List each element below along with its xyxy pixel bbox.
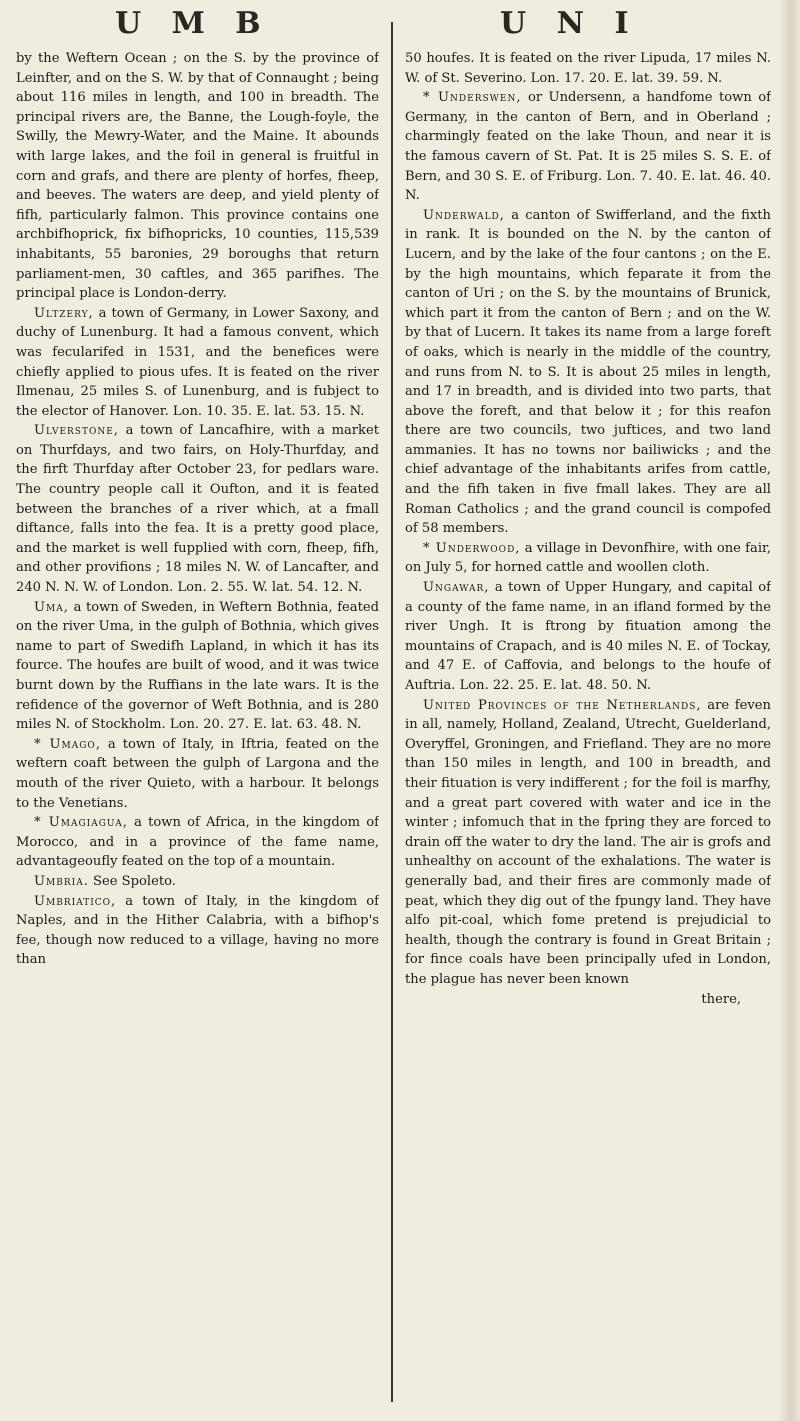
entry-underwood: [405, 539, 771, 578]
entry-text: a town of Germany, in Lower Saxony, and duchy of Lunenburg. It had a famous convent, which was fecularifed in 1531, and the benefices were chiefly applied to pious ufes. It is feated on the river Ilmenau, 25 miles S. of Lunenburg, and is fubject to the elector of Hanover. Lon. 10. 35. E. lat. 53. 15. N.: [16, 305, 379, 419]
column-divider: [391, 22, 393, 1402]
entry-headword: * Underswen,: [423, 90, 522, 106]
entry-umbria: [16, 872, 379, 892]
entry-umbriatico: [16, 892, 379, 970]
entry-text: a village in Devonfhire, with one fair, on July 5, for horned cattle and woollen cloth.: [405, 540, 771, 576]
entry-headword: Umbriatico,: [34, 893, 117, 909]
entry-headword: Underwald,: [423, 207, 505, 223]
entry-headword: * Underwood,: [423, 540, 521, 556]
entry-underswen: [405, 88, 771, 206]
entry-text: or Undersenn, a handfome town of Germany, in the canton of Bern, and in Oberland ; charmingly feated on the lake Thoun, and near it is the famous cavern of St. Pat. It is 25 miles S. S. E. of Bern, and 30 S. E. of Friburg. Lon. 7. 40. E. lat. 46. 40. N.: [405, 90, 771, 204]
entry-text: a town of Italy, in Iftria, feated on the weftern coaft between the gulph of Largona and the mouth of the river Quieto, with a harbour. It belongs to the Venetians.: [16, 736, 379, 811]
entry-continuation: [16, 49, 379, 304]
entry-headword: * Umago,: [34, 736, 101, 752]
entry-text: are feven in all, namely, Holland, Zealand, Utrecht, Guelderland, Overyffel, Groningen, and Friefland. They are no more than 150 miles in length, and 100 in breadth, and their fituation is very indifferent ; for the foil is marfhy, and a great part covered with water and ice in the winter ; infomuch that in the fpring they are forced to drain off the water to dry the land. The air is grofs and unhealthy on account of the exhalations. The water is generally bad, and their fires are commonly made of peat, which they dig out of the fpungy land. They have alfo pit-coal, which fome pretend is prejudicial to health, though the contrary is found in Great Britain ; for fince coals have been principally ufed in London, the plague has never been known: [405, 697, 771, 987]
entry-continuation: [405, 49, 771, 88]
catchword: there,: [701, 991, 741, 1007]
entry-ungawar: [405, 578, 771, 696]
entry-ultzery: [16, 304, 379, 422]
right-guide-word: U N I: [500, 6, 639, 41]
entry-headword: Umbria.: [34, 873, 89, 889]
entry-headword: United Provinces of the Netherlands,: [423, 697, 702, 713]
entry-text: a town of Lancafhire, with a market on Thurfdays, and two fairs, on Holy-Thurfday, and the firft Thurfday after October 23, for pedlars ware. The country people call it Oufton, and it is feated between the branches of a river which, at a fmall diftance, falls into the fea. It is a pretty good place, and the market is well fupplied with corn, fheep, fifh, and other provifions ; 18 miles N. W. of Lancafter, and 240 N. N. W. of London. Lon. 2. 55. W. lat. 54. 12. N.: [16, 423, 379, 596]
entry-text: 50 houfes. It is feated on the river Lipuda, 17 miles N. W. of St. Severino. Lon. 17. 20. E. lat. 39. 59. N.: [405, 51, 771, 86]
page-edge: [778, 0, 800, 1421]
entry-headword: Ulverstone,: [34, 423, 119, 439]
entry-headword: * Umagiagua,: [34, 815, 128, 831]
entry-headword: Ultzery,: [34, 305, 94, 321]
entry-umago: [16, 735, 379, 813]
entry-text: a town of Sweden, in Weftern Bothnia, feated on the river Uma, in the gulph of Bothnia, which gives name to part of Swedifh Lapland, in which it has its fource. The houfes are built of wood, and it was twice burnt down by the Ruffians in the late wars. It is the refidence of the governor of Weft Bothnia, and is 280 miles N. of Stockholm. Lon. 20. 27. E. lat. 63. 48. N.: [16, 599, 379, 733]
entry-text: See Spoleto.: [88, 873, 176, 889]
entry-text: a canton of Swifferland, and the fixth in rank. It is bounded on the N. by the canton of Lucern, and by the lake of the four cantons ; on the E. by the high mountains, which feparate it from the canton of Uri ; on the S. by the mountains of Brunick, which part it from the canton of Bern ; and on the W. by that of Lucern. It takes its name from a large foreft of oaks, which is nearly in the middle of the country, and runs from N. to S. It is about 25 miles in length, and 17 in breadth, and is divided into two parts, that above the foreft, and that below it ; for this reafon there are two councils, two juftices, and two land ammanies. It has no towns nor bailiwicks ; and the chief advantage of the inhabitants arifes from cattle, and the fifh taken in five fmall lakes. They are all Roman Catholics ; and the grand council is compofed of 58 members.: [405, 207, 771, 537]
running-header: [0, 6, 800, 52]
entry-umagiagua: [16, 813, 379, 872]
entry-ulverstone: [16, 421, 379, 597]
entry-text: a town of Upper Hungary, and capital of a county of the fame name, in an ifland formed by the river Ungh. It is ftrong by fituation among the mountains of Crapach, and is 40 miles N. E. of Tockay, and 47 E. of Caffovia, and belongs to the houfe of Auftria. Lon. 22. 25. E. lat. 48. 50. N.: [405, 580, 771, 693]
left-guide-word: U M B: [115, 6, 271, 41]
right-column: [405, 49, 771, 1415]
entry-text: a town of Italy, in the kingdom of Naples, and in the Hither Calabria, with a bifhop's fee, though now reduced to a village, having no more than: [16, 893, 379, 968]
entry-headword: Uma,: [34, 599, 69, 615]
entry-headword: Ungawar,: [423, 580, 490, 596]
left-column: [16, 49, 379, 1415]
entry-text: a town of Africa, in the kingdom of Morocco, and in a province of the fame name, advantageoufly feated on the top of a mountain.: [16, 815, 379, 870]
entry-text: by the Weftern Ocean ; on the S. by the province of Leinfter, and on the S. W. by that of Connaught ; being about 116 miles in length, and 100 in breadth. The principal rivers are, the Banne, the Lough-foyle, the Swilly, the Mewry-Water, and the Maine. It abounds with large lakes, and the foil in general is fruitful in corn and grafs, and there are plenty of horfes, fheep, and beeves. The waters are deep, and yield plenty of fifh, particularly falmon. This province contains one archbifhoprick, fix bifhopricks, 10 counties, 115,539 inhabitants, 55 baronies, 29 boroughs that return parliament-men, 30 caftles, and 365 parifhes. The principal place is London-derry.: [16, 51, 379, 302]
entry-underwald: [405, 206, 771, 539]
entry-united-provinces: [405, 696, 771, 990]
entry-uma: [16, 598, 379, 735]
